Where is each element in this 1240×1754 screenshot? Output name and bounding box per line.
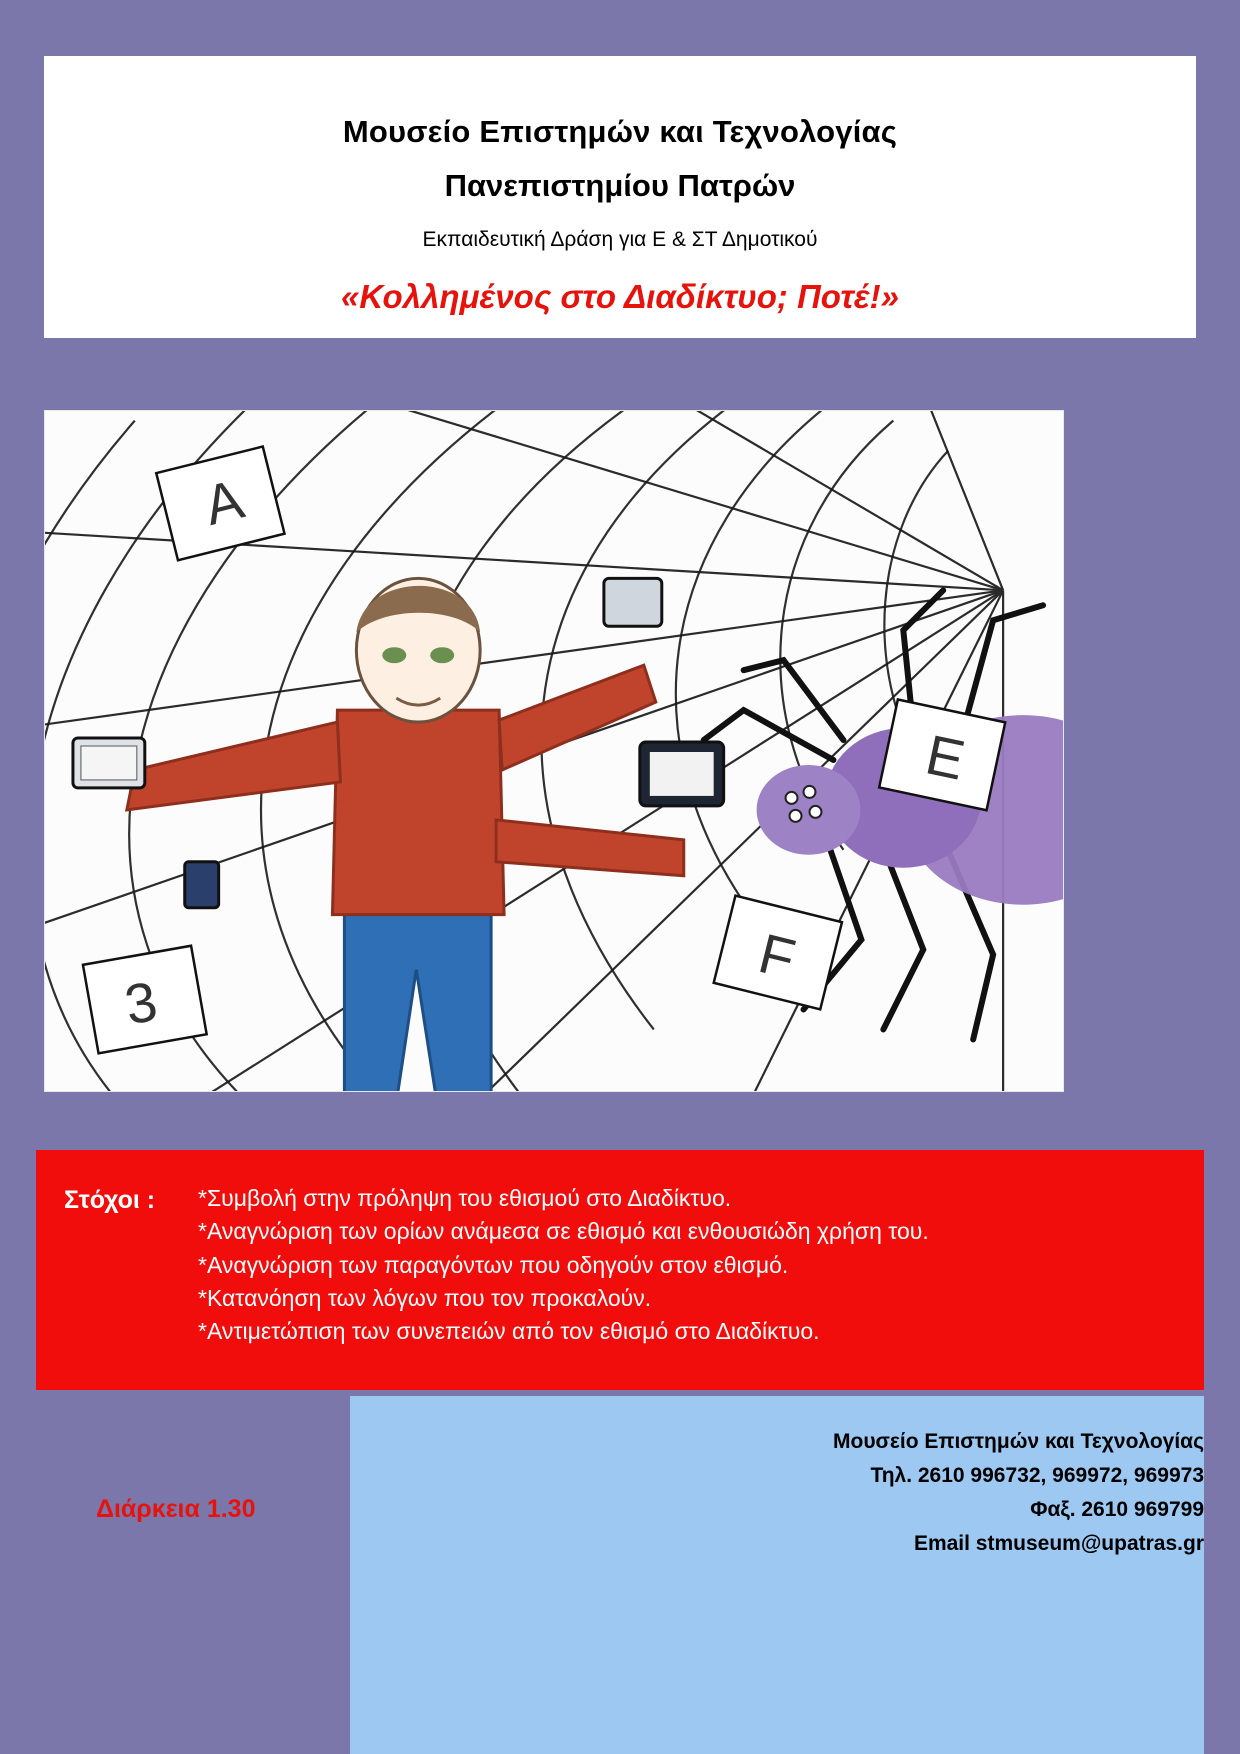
museum-name-line1: Μουσείο Επιστημών και Τεχνολογίας [342, 114, 898, 149]
event-subtitle: Εκπαιδευτική Δράση για Ε & ΣΤ Δημοτικού [422, 228, 818, 251]
contact-email: Email stmuseum@upatras.gr [913, 1532, 1204, 1556]
page-title: «Κολλημένος στο Διαδίκτυο; Ποτέ!» [341, 278, 899, 315]
svg-text:3: 3 [120, 968, 162, 1037]
svg-text:F: F [752, 921, 802, 991]
header-band [44, 56, 1196, 338]
goals-list [198, 1182, 1192, 1349]
illustration-drawing [44, 410, 1064, 1092]
goals-band [36, 1150, 1204, 1390]
goal-item: *Αντιμετώπιση των συνεπειών από τον εθισμό στο Διαδίκτυο. [198, 1318, 820, 1345]
museum-name-line2: Πανεπιστημίου Πατρών [444, 168, 796, 203]
contact-museum-name: Μουσείο Επιστημών και Τεχνολογίας [833, 1430, 1204, 1453]
goal-item: *Αναγνώριση των ορίων ανάμεσα σε εθισμό και ενθουσιώδη χρήση του. [198, 1218, 929, 1245]
svg-text:A: A [198, 466, 250, 538]
goal-item: *Κατανόηση των λόγων που τον προκαλούν. [198, 1285, 652, 1312]
contact-fax: Φαξ. 2610 969799 [1030, 1498, 1204, 1522]
contact-block [504, 1425, 1204, 1561]
contact-phone: Τηλ. 2610 996732, 969972, 969973 [870, 1464, 1204, 1488]
spider-web-illustration [45, 411, 1063, 1091]
goals-label: Στόχοι : [64, 1186, 156, 1214]
svg-text:E: E [920, 722, 971, 792]
goal-item: *Αναγνώριση των παραγόντων που οδηγούν στον εθισμό. [198, 1251, 789, 1278]
goal-item: *Συμβολή στην πρόληψη του εθισμού στο Διαδίκτυο. [198, 1185, 732, 1211]
duration-label: Διάρκεια 1.30 [96, 1495, 256, 1523]
